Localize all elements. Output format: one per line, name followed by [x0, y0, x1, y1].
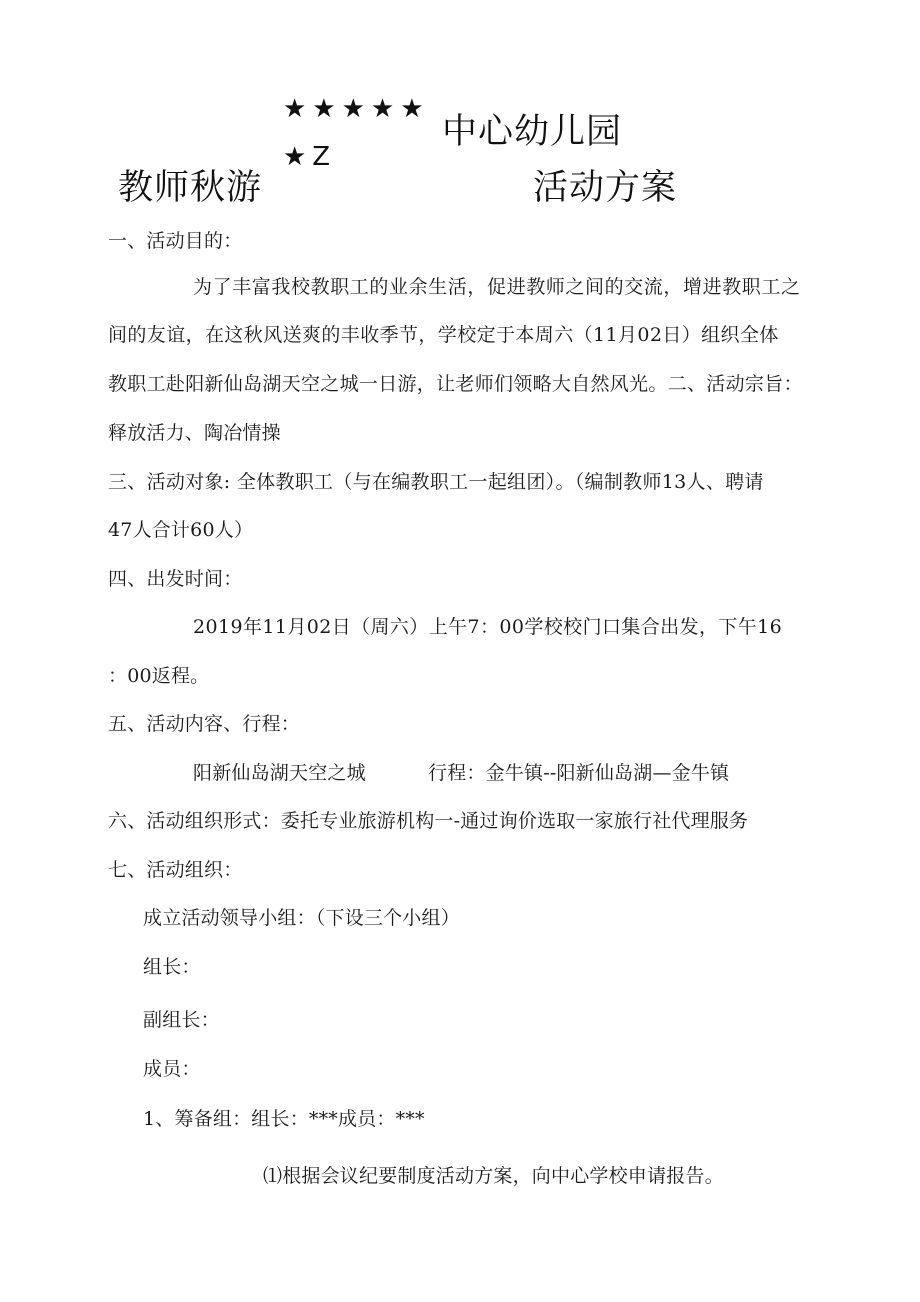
- title-left: 教师秋游: [118, 168, 263, 208]
- section-heading-departure: 四、出发时间：: [108, 568, 243, 590]
- paragraph-line: 成立活动领导小组：（下设三个小组）: [143, 907, 460, 929]
- title-stars-top: ★★★★★: [283, 94, 430, 124]
- paragraph-line: ：00返程。: [108, 665, 210, 687]
- paragraph-line: 为了丰富我校教职工的业余生活，促进教师之间的交流，增进教职工之: [193, 276, 801, 298]
- title-school-name: 中心幼儿园: [442, 112, 623, 152]
- paragraph-line: 教职工赴阳新仙岛湖天空之城一日游，让老师们领略大自然风光。二、活动宗旨：: [108, 373, 803, 395]
- paragraph-line: 释放活力、陶冶情操: [108, 422, 281, 444]
- title-right: 活动方案: [533, 168, 678, 208]
- title-stars-bottom: ★Z: [283, 142, 337, 172]
- section-heading-audience: 三、活动对象: 全体教职工（与在编教职工一起组团）。（编制教师13人、聘请: [108, 471, 764, 493]
- leader-label: 组长：: [143, 956, 201, 978]
- section-heading-format: 六、活动组织形式：委托专业旅游机构一-通过询价选取一家旅行社代理服务: [108, 810, 749, 832]
- deputy-leader-label: 副组长：: [143, 1009, 220, 1031]
- section-heading-organization: 七、活动组织：: [108, 859, 243, 881]
- paragraph-line: 2019年11月02日（周六）上午7：00学校校门口集合出发，下午16: [193, 616, 783, 638]
- task-item: ⑴根据会议纪要制度活动方案，向中心学校申请报告。: [263, 1165, 724, 1187]
- section-heading-itinerary: 五、活动内容、行程：: [108, 713, 301, 735]
- section-heading-purpose: 一、活动目的：: [108, 230, 243, 252]
- destination-text: 阳新仙岛湖天空之城: [193, 762, 366, 784]
- members-label: 成员：: [143, 1058, 201, 1080]
- route-text: 行程：金牛镇--阳新仙岛湖—金牛镇: [428, 762, 730, 784]
- paragraph-line: 间的友谊，在这秋风送爽的丰收季节，学校定于本周六（11月02日）组织全体: [108, 324, 779, 346]
- preparation-group: 1、筹备组：组长：***成员：***: [143, 1108, 425, 1130]
- paragraph-line: 47人合计60人）: [108, 519, 254, 541]
